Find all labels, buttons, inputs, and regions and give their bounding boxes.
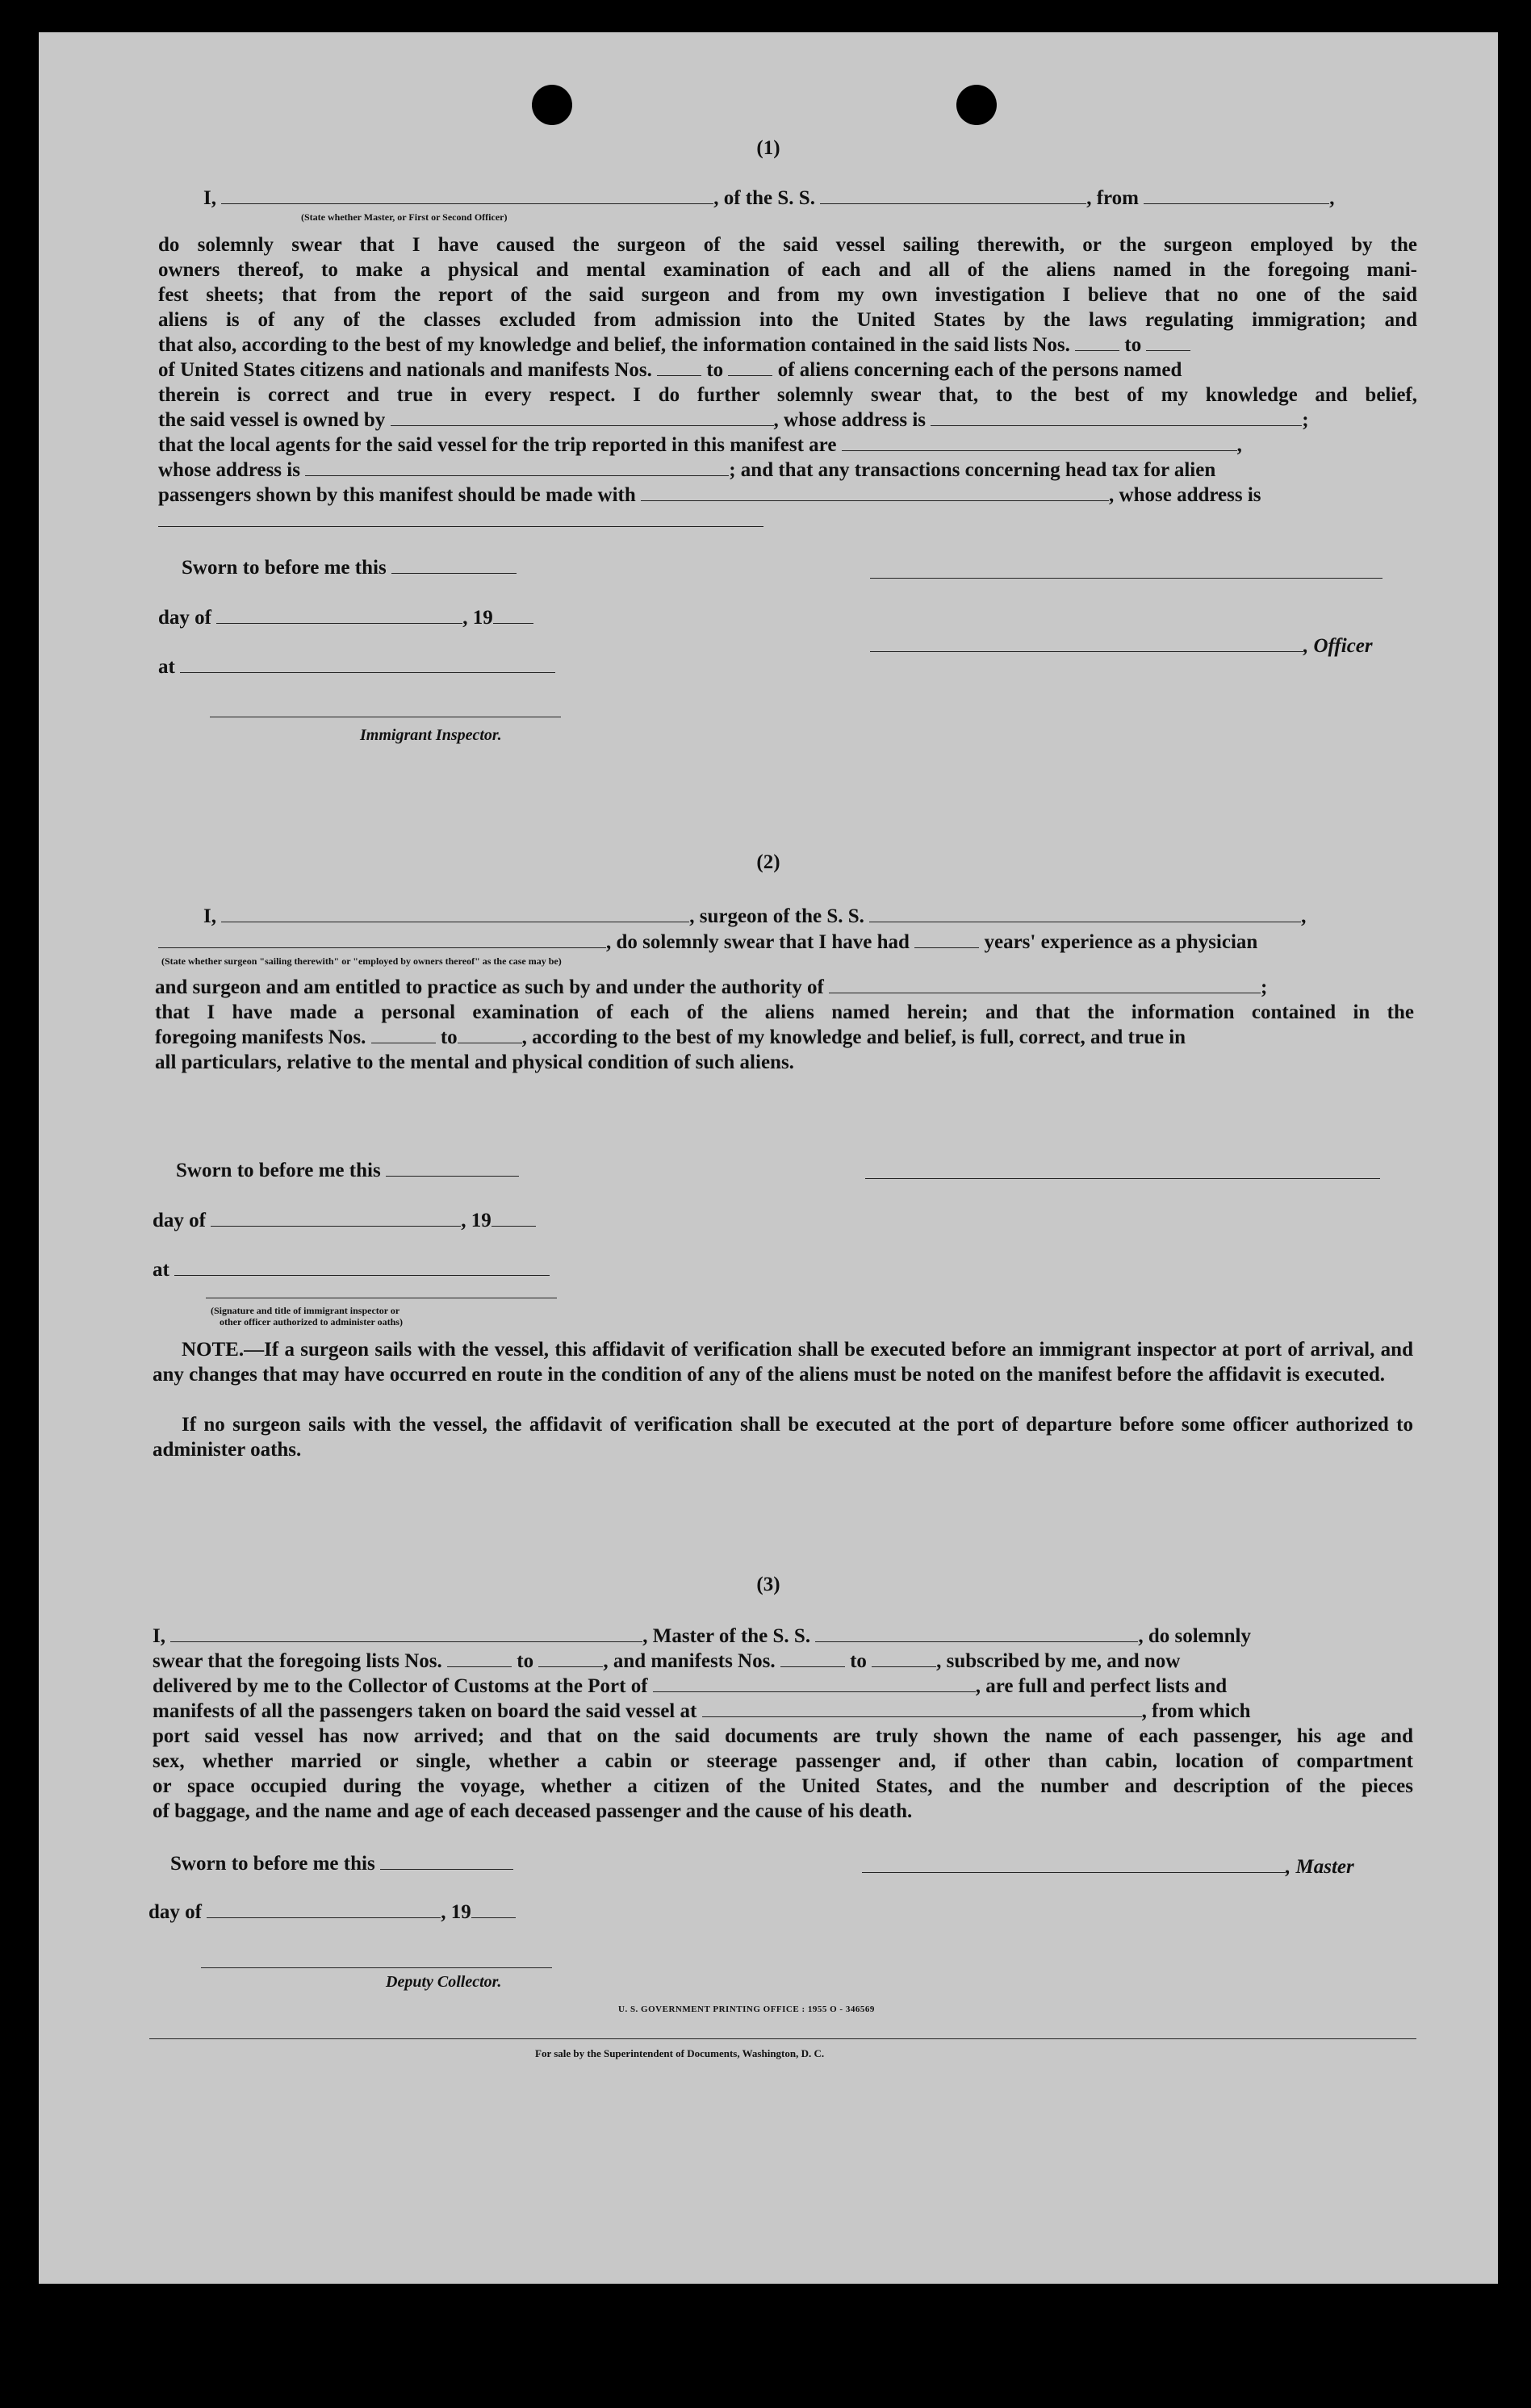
s1-body-line-3: fest sheets; that from the report of the said surgeon and from my own investigation I believe that no one of the said xyxy=(158,284,1417,306)
s1-sworn-date-field[interactable] xyxy=(391,557,517,574)
boarding-port-field[interactable] xyxy=(702,1700,1142,1717)
s2-at: at xyxy=(153,1257,550,1282)
s1-body-line-1: do solemnly swear that I have caused the surgeon of the said vessel sailing therewith, or the surgeon employed by the xyxy=(158,234,1417,256)
note-label: NOTE. xyxy=(182,1339,245,1361)
manifests-to-field[interactable] xyxy=(728,359,772,376)
s2-line-6: all particulars, relative to the mental and physical condition of such aliens. xyxy=(155,1051,794,1073)
s2-signature-line[interactable] xyxy=(865,1178,1380,1179)
footer-rule xyxy=(149,2038,1416,2039)
s1-body-line-8: the said vessel is owned by , whose address is ; xyxy=(158,409,1309,431)
customs-port-field[interactable] xyxy=(653,1675,976,1692)
s3-sworn-date-field[interactable] xyxy=(380,1853,513,1870)
s3-lists-to-field[interactable] xyxy=(538,1650,603,1667)
officer-note: (State whether Master, or First or Second Officer) xyxy=(301,211,508,223)
manifests-from-field[interactable] xyxy=(657,359,701,376)
s2-day-of: day of , 19 xyxy=(153,1208,536,1233)
s3-body-line-3: or space occupied during the voyage, whether a citizen of the United States, and the number and description of the pieces xyxy=(153,1775,1413,1797)
s2-sig-note-1: (Signature and title of immigrant inspector or xyxy=(211,1305,400,1316)
vessel-name-field[interactable] xyxy=(820,187,1086,204)
s3-year-field[interactable] xyxy=(471,1901,516,1918)
note-text: —If a surgeon sails with the vessel, this affidavit of verification shall be executed before an immigrant inspector at port of arrival, and any changes that may have occurred en route in the condition of any of the aliens must be noted on the manifest before the affidavit is executed. xyxy=(153,1339,1413,1386)
authority-field[interactable] xyxy=(829,976,1261,993)
s3-manifests-from-field[interactable] xyxy=(780,1650,845,1667)
owner-address-field[interactable] xyxy=(931,409,1302,426)
officer-signature-field[interactable] xyxy=(870,635,1303,652)
s2-line-2: , do solemnly swear that I have had years' experience as a physician xyxy=(158,930,1257,955)
s3-line-1: I, , Master of the S. S. , do solemnly xyxy=(153,1625,1251,1647)
lists-from-field[interactable] xyxy=(1075,334,1119,351)
s3-line-4: manifests of all the passengers taken on board the said vessel at , from which xyxy=(153,1700,1251,1722)
s1-at: at xyxy=(158,654,555,679)
s2-manifests-to-field[interactable] xyxy=(458,1026,522,1043)
collector-label: Deputy Collector. xyxy=(386,1973,502,1991)
s3-day-of: day of , 19 xyxy=(148,1900,516,1925)
s1-body-line-10: whose address is ; and that any transactions concerning head tax for alien xyxy=(158,459,1216,481)
s2-line-4: that I have made a personal examination of each of the aliens named herein; and that the information contained in the xyxy=(155,1001,1414,1023)
s1-body-line-6: of United States citizens and nationals and manifests Nos. to of aliens concerning each of the persons named xyxy=(158,359,1182,381)
head-tax-address-field[interactable] xyxy=(158,526,763,527)
s1-body-line-7: therein is correct and true in every respect. I do further solemnly swear that, to the best of my knowledge and belief, xyxy=(158,384,1417,406)
s2-note-2: If no surgeon sails with the vessel, the affidavit of verification shall be executed at the port of departure before some officer authorized to administer oaths. xyxy=(153,1414,1413,1461)
s2-line-1: I, , surgeon of the S. S. , xyxy=(203,905,1307,927)
inspector-label: Immigrant Inspector. xyxy=(360,726,502,744)
collector-signature-line[interactable] xyxy=(201,1967,552,1968)
s1-month-field[interactable] xyxy=(216,607,462,624)
s1-body-line-2: owners thereof, to make a physical and mental examination of each and all of the aliens named in the foregoing mani- xyxy=(158,259,1417,281)
agents-address-field[interactable] xyxy=(305,459,729,476)
s2-vessel-name-field[interactable] xyxy=(869,905,1301,922)
s2-line-3: and surgeon and am entitled to practice as such by and under the authority of ; xyxy=(155,976,1268,998)
s2-sig-note-2: other officer authorized to administer oaths) xyxy=(220,1316,403,1327)
s1-sworn: Sworn to before me this xyxy=(182,555,517,580)
s1-signature-line[interactable] xyxy=(870,578,1383,579)
s1-i-label: I, xyxy=(203,187,216,209)
s1-day-of: day of , 19 xyxy=(158,605,533,630)
s2-month-field[interactable] xyxy=(211,1210,461,1227)
s3-body-line-4: of baggage, and the name and age of each deceased passenger and the cause of his death. xyxy=(153,1800,913,1822)
surgeon-note: (State whether surgeon "sailing therewith" or "employed by owners thereof" as the case may be) xyxy=(161,955,562,967)
s1-body-line-5: that also, according to the best of my knowledge and belief, the information contained in the said lists Nos. to xyxy=(158,332,1190,357)
s1-at-field[interactable] xyxy=(180,656,555,673)
surgeon-status-field[interactable] xyxy=(158,931,606,948)
s3-master: , Master xyxy=(862,1854,1354,1879)
local-agents-field[interactable] xyxy=(842,434,1237,451)
s2-sworn-date-field[interactable] xyxy=(386,1160,519,1177)
s3-body-line-2: sex, whether married or single, whether a cabin or steerage passenger and, if other than cabin, location of compartment xyxy=(153,1750,1413,1772)
s1-from-label: , from xyxy=(1086,187,1139,209)
section-1-number: (1) xyxy=(756,137,780,159)
s1-year-field[interactable] xyxy=(493,607,533,624)
head-tax-agent-field[interactable] xyxy=(641,484,1109,501)
s2-at-field[interactable] xyxy=(174,1259,550,1276)
s2-manifests-from-field[interactable] xyxy=(371,1026,436,1043)
from-port-field[interactable] xyxy=(1144,187,1329,204)
sale-notice: For sale by the Superintendent of Documents, Washington, D. C. xyxy=(535,2047,825,2059)
years-experience-field[interactable] xyxy=(914,931,979,948)
s2-year-field[interactable] xyxy=(492,1210,536,1227)
s3-line-3: delivered by me to the Collector of Customs at the Port of , are full and perfect lists and xyxy=(153,1675,1228,1697)
s2-sworn: Sworn to before me this xyxy=(176,1158,519,1183)
officer-name-field[interactable] xyxy=(221,187,713,204)
gpo-imprint: U. S. GOVERNMENT PRINTING OFFICE : 1955 O - 346569 xyxy=(618,2005,875,2014)
s3-lists-from-field[interactable] xyxy=(447,1650,512,1667)
s3-month-field[interactable] xyxy=(207,1901,441,1918)
s2-note xyxy=(153,1337,1413,1387)
section-3-number: (3) xyxy=(756,1574,780,1595)
master-signature-field[interactable] xyxy=(862,1856,1286,1873)
s1-ss-label: , of the S. S. xyxy=(713,187,815,209)
s1-line-1: I, , of the S. S. , from , xyxy=(203,187,1335,209)
s1-body-line-11: passengers shown by this manifest should be made with , whose address is xyxy=(158,484,1261,506)
section-2-number: (2) xyxy=(756,851,780,873)
s3-manifests-to-field[interactable] xyxy=(872,1650,936,1667)
lists-to-field[interactable] xyxy=(1146,334,1190,351)
s3-body-line-1: port said vessel has now arrived; and that on the said documents are truly shown the name of each passenger, his age and xyxy=(153,1725,1413,1747)
s1-officer: , Officer xyxy=(870,633,1373,658)
s1-body-line-9: that the local agents for the said vessel for the trip reported in this manifest are , xyxy=(158,434,1242,456)
owner-field[interactable] xyxy=(391,409,774,426)
surgeon-name-field[interactable] xyxy=(221,905,689,922)
s1-body-line-4: aliens is of any of the classes excluded from admission into the United States by the laws regulating immigration; and xyxy=(158,309,1417,331)
punch-hole-right xyxy=(956,85,997,125)
form-page xyxy=(39,32,1498,2284)
s2-line-5: foregoing manifests Nos. to , according to the best of my knowledge and belief, is full, correct, and true in xyxy=(155,1026,1186,1048)
s3-sworn: Sworn to before me this xyxy=(170,1851,513,1876)
s3-vessel-name-field[interactable] xyxy=(815,1625,1138,1642)
punch-hole-left xyxy=(532,85,572,125)
master-name-field[interactable] xyxy=(170,1625,642,1642)
s3-line-2: swear that the foregoing lists Nos. to , and manifests Nos. to , subscribed by me, and now xyxy=(153,1650,1181,1672)
